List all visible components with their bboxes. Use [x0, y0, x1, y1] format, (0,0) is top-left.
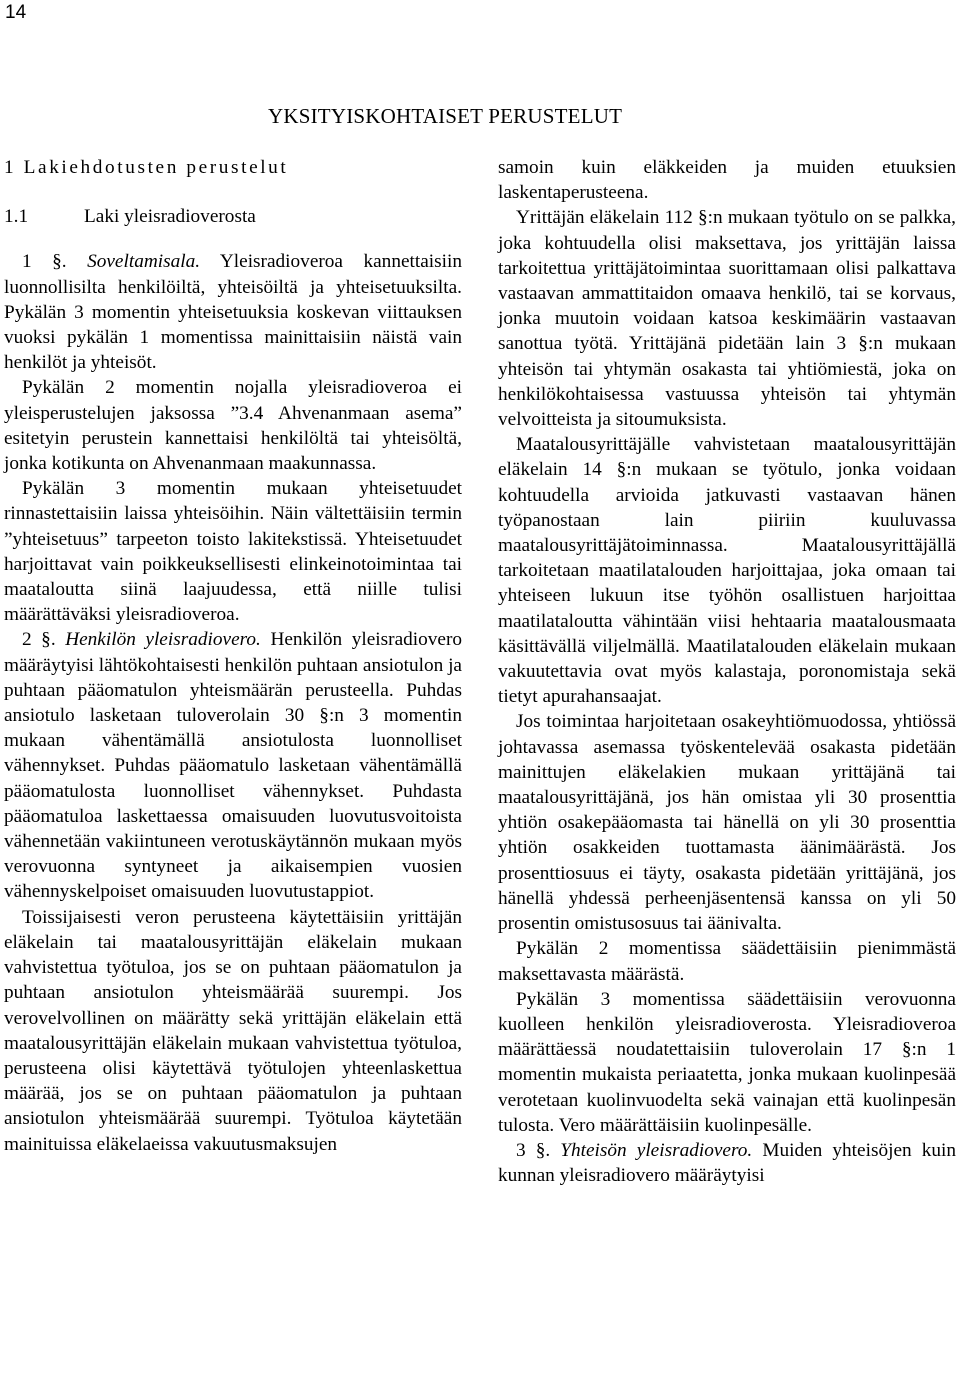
subsection-title: Laki yleisradioverosta — [84, 206, 256, 228]
section-title: Henkilön yleisradiovero. — [65, 629, 261, 651]
paragraph: Maatalousyrittäjälle vahvistetaan maatalousyrittäjän eläkelain 14 §:n mukaan se työtulo, jonka voidaan kohtuudella arvioida jatkuvasti vastaavan hänen työpanostaan lain piiriin kuuluvassa maatalousyrittäjätoiminnassa. Maatalousyrittäjällä tarkoitetaan maatilatalouden harjoittajaa, joka omaan tai yhteiseen lukuun itse työhön osallistuen harjoittaa maatilataloutta vähintään viisi hehtaaria maatalousmaata käsittävällä viljelmällä. Maatilatalouden eläkelain mukaan vakuutettavia ovat myös kalastaja, poronomistaja sekä tietyt apurahansaajat. — [498, 434, 956, 708]
section-marker: 2 §. — [22, 629, 56, 651]
paragraph-section-3 — [498, 1138, 956, 1188]
paragraph-continued: samoin kuin eläkkeiden ja muiden etuuksien laskentaperusteena. — [498, 157, 956, 204]
right-column — [498, 155, 956, 1188]
paragraph: Pykälän 2 momentin nojalla yleisradioveroa ei yleisperustelujen jaksossa ”3.4 Ahvenanmaan asema” esitetyin perustein kannettaisi henkilöltä tai yhteisöltä, jonka kotikunta on Ahvenanmaan maakunnassa. — [4, 377, 462, 475]
main-heading: YKSITYISKOHTAISET PERUSTELUT — [268, 104, 623, 128]
paragraph: Pykälän 2 momentissa säädettäisiin pienimmästä maksettavasta määrästä. — [498, 938, 956, 985]
subsection-heading — [4, 204, 462, 229]
subsection-number: 1.1 — [4, 206, 29, 228]
paragraph-text: Yleisradioveroa kannettaisiin luonnollisilta henkilöiltä, yhteisöiltä ja yhteisetuuksilta. Pykälän 3 momentin yhteisetuuksia koskevan viittauksen vuoksi pykälän 1 momentissa mainittaisiin näistä vain henkilöt ja yhteisöt. — [4, 251, 463, 374]
section-marker: 3 §. — [516, 1139, 551, 1161]
section-marker: 1 §. — [22, 251, 67, 273]
paragraph-text: Henkilön yleisradiovero määräytyisi lähtökohtaisesti henkilön puhtaan ansiotulon ja puhtaan pääomatulon yhteismäärän perusteella. Puhdas ansiotulo lasketaan tuloverolain 30 §:n 3 momentin mukaan vähentämällä ansiotulosta luonnolliset vähennykset. Puhdas pääomatulo lasketaan vähentämällä pääomatulosta luonnolliset vähennykset. Puhdasta pääomatuloa laskettaessa omaisuuden luovutusvoitoista vähennetään vakiintuneen verotuskäytännön mukaan myös verovuonna syntyneet ja aikaisempien vuosien vähennyskelpoiset omaisuuden luovutustappiot. — [4, 629, 463, 903]
page-number: 14 — [5, 2, 27, 23]
section-heading: 1 Lakiehdotusten perustelut — [4, 157, 289, 178]
section-title: Yhteisön yleisradiovero. — [560, 1139, 753, 1161]
section-title: Soveltamisala. — [87, 251, 201, 273]
paragraph: Jos toimintaa harjoitetaan osakeyhtiömuodossa, yhtiössä johtavassa asemassa työskentelevää osakasta pidetään mainittujen eläkelakien mukaan yrittäjänä tai maatalousyrittäjänä, jos hän omistaa yli 30 prosenttia yhtiön osakepääomasta tai hänellä on yli 30 prosenttia yhtiön osakkeiden tuottamasta äänimäärästä. Jos prosenttiosuus ei täyty, osakasta pidetään yrittäjänä, jos hänellä yhdessä perheenjäsentensä kanssa on yli 50 prosentin omistusosuus tai äänivalta. — [498, 711, 956, 935]
left-column — [4, 155, 462, 1157]
paragraph: Toissijaisesti veron perusteena käytettäisiin yrittäjän eläkelain tai maatalousyrittäjän eläkelain mukaan vahvistettua työtuloa, jos se on puhtaan pääomatulon ja puhtaan ansiotulon yhteismäärää suurempi. Jos verovelvollinen on määrätty sekä yrittäjän eläkelain että maatalousyrittäjän eläkelain mukaan vahvistettua työtuloa, perusteena olisi käytettävä työtulojen yhteenlaskettua määrää, jos se on puhtaan pääomatulon ja puhtaan ansiotulon yhteismäärää suurempi. Työtuloa käytetään mainituissa eläkelaeissa vakuutusmaksujen — [4, 906, 462, 1155]
paragraph: Pykälän 3 momentin mukaan yhteisetuudet rinnastettaisiin laissa yhteisöihin. Näin vältettäisiin termin ”yhteisetuus” tarpeeton toisto lakitekstissä. Yhteisetuudet harjoittavat vain poikkeuksellisesti elinkeinotoimintaa tai maataloutta siinä laajuudessa, että niille tulisi määrättäväksi yleisradioveroa. — [4, 478, 462, 626]
paragraph-text: Muiden yhteisöjen kuin kunnan yleisradiovero määräytyisi — [498, 1139, 956, 1187]
paragraph: Pykälän 3 momentissa säädettäisiin verovuonna kuolleen henkilön yleisradioverosta. Yleisradioveroa määrättäessä noudatettaisiin tuloverolain 17 §:n 1 momentin mukaista periaatetta, jonka mukaan kuolinpesää verotetaan kuolinvuodelta sekä vainajan että kuolinpesän tulosta. Vero määrättäisiin kuolinpesälle. — [498, 988, 956, 1136]
paragraph-section-2 — [4, 627, 462, 904]
paragraph-section-1 — [4, 249, 462, 375]
paragraph: Yrittäjän eläkelain 112 §:n mukaan työtulo on se palkka, joka kohtuudella olisi maksettava, jos yrittäjän laissa tarkoitettua yrittäjätoimintaa suorittamaan olisi palkattava vastaavan ammattitaidon omaava henkilö, tai se korvaus, jonka muutoin voidaan katsoa keskimäärin vastaavan sanottua työtä. Yrittäjänä pidetään lain 3 §:n mukaan yhteisön tai yhtymän osakasta tai yhtiömiestä, joka on henkilökohtaisessa vastuussa yhteisön tai yhtymän velvoitteista ja sitoumuksista. — [498, 207, 956, 431]
